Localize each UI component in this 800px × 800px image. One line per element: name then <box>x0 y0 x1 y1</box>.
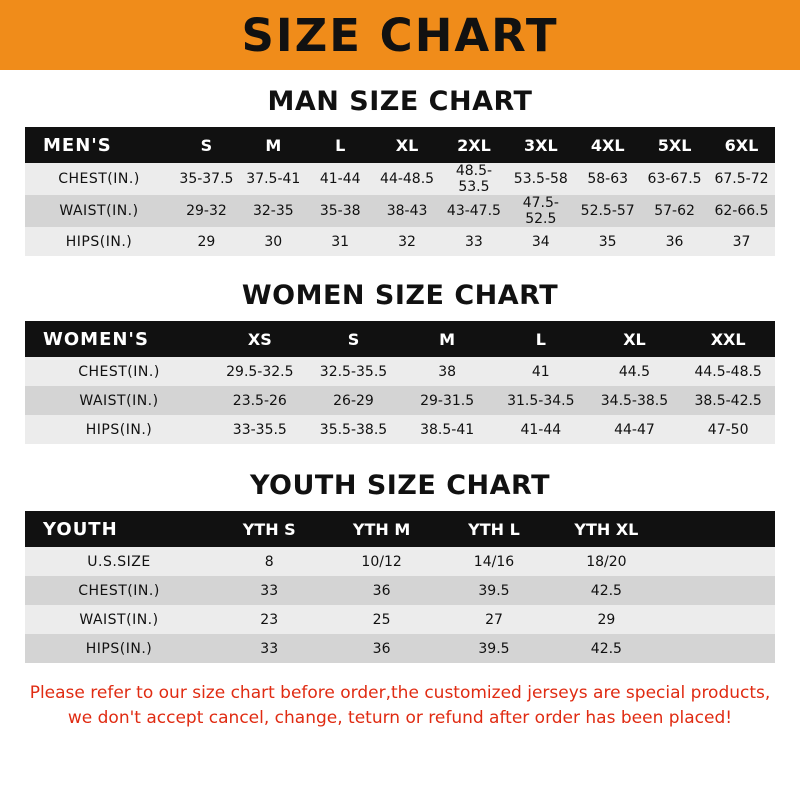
youth-hips-m: 36 <box>372 640 391 657</box>
men-waist-5xl: 57-62 <box>654 203 695 219</box>
table-row <box>25 605 775 634</box>
footer-line-2: we don't accept cancel, change, teturn or refund after order has been placed! <box>67 707 733 728</box>
men-hips-m: 30 <box>264 233 283 250</box>
youth-waist-label: WAIST(IN.) <box>79 611 159 628</box>
women-chest-s: 32.5-35.5 <box>319 363 388 380</box>
men-chest-3xl: 53.5-58 <box>513 171 568 187</box>
men-header-row <box>25 127 775 163</box>
women-hips-l: 41-44 <box>520 421 562 438</box>
youth-hips-xl: 42.5 <box>590 640 622 657</box>
men-hips-s: 29 <box>197 233 216 250</box>
men-waist-label: WAIST(IN.) <box>59 203 139 219</box>
youth-ussize-label: U.S.SIZE <box>87 553 151 570</box>
youth-chest-s: 33 <box>260 582 279 599</box>
men-chest-5xl: 63-67.5 <box>647 171 702 187</box>
youth-chest-label: CHEST(IN.) <box>78 582 160 599</box>
women-hips-xl: 44-47 <box>614 421 655 438</box>
youth-chest-spacer <box>663 576 775 605</box>
youth-ussize-s: 8 <box>264 553 274 570</box>
women-col-l: L <box>535 329 546 349</box>
men-col-2xl: 2XL <box>457 135 491 155</box>
table-row <box>25 576 775 605</box>
men-chest-xl: 44-48.5 <box>380 171 435 187</box>
youth-col-m: YTH M <box>352 519 411 539</box>
youth-waist-spacer <box>663 605 775 634</box>
footer-line-1: Please refer to our size chart before order,the customized jerseys are special products, <box>29 683 771 703</box>
youth-ussize-m: 10/12 <box>361 553 402 570</box>
men-chest-s: 35-37.5 <box>179 171 234 187</box>
women-col-xs: XS <box>247 329 272 349</box>
youth-chest-xl: 42.5 <box>590 582 622 599</box>
youth-waist-s: 23 <box>260 611 279 628</box>
men-hips-5xl: 36 <box>665 233 684 250</box>
youth-hips-spacer <box>663 634 775 663</box>
men-waist-6xl: 62-66.5 <box>714 203 769 219</box>
men-row-label-header: MEN'S <box>43 134 112 156</box>
men-hips-2xl: 33 <box>465 233 483 250</box>
women-waist-s: 26-29 <box>333 392 374 409</box>
women-section <box>25 280 775 444</box>
women-col-xxl: XXL <box>710 329 746 349</box>
youth-hips-l: 39.5 <box>478 640 510 657</box>
men-chest-4xl: 58-63 <box>587 171 629 187</box>
women-chest-m: 38 <box>438 363 457 380</box>
youth-section-title: YOUTH SIZE CHART <box>249 470 551 501</box>
men-waist-xl: 38-43 <box>386 203 428 219</box>
men-col-m: M <box>265 135 282 155</box>
youth-col-s: YTH S <box>242 519 296 539</box>
table-row <box>25 357 775 386</box>
men-chest-label: CHEST(IN.) <box>58 171 140 187</box>
men-hips-xl: 32 <box>398 233 416 250</box>
women-col-s: S <box>347 329 360 349</box>
table-row <box>25 195 775 227</box>
men-hips-4xl: 35 <box>598 233 617 250</box>
men-hips-l: 31 <box>331 233 350 250</box>
youth-chest-m: 36 <box>372 582 391 599</box>
men-chest-2xl: 48.5-53.5 <box>455 163 493 195</box>
women-hips-xs: 33-35.5 <box>232 421 287 438</box>
header-bar <box>0 0 800 70</box>
table-row <box>25 163 775 195</box>
men-chest-m: 37.5-41 <box>246 171 301 187</box>
youth-waist-xl: 29 <box>597 611 616 628</box>
women-waist-label: WAIST(IN.) <box>79 392 159 409</box>
youth-waist-l: 27 <box>485 611 503 628</box>
men-hips-6xl: 37 <box>732 233 751 250</box>
youth-col-xl: YTH XL <box>574 519 639 539</box>
women-hips-label: HIPS(IN.) <box>85 421 153 438</box>
table-row <box>25 547 775 576</box>
men-col-3xl: 3XL <box>523 135 558 155</box>
youth-ussize-spacer <box>663 547 775 576</box>
women-waist-xxl: 38.5-42.5 <box>694 392 762 409</box>
women-hips-xxl: 47-50 <box>707 421 749 438</box>
men-waist-s: 29-32 <box>186 203 227 219</box>
women-col-m: M <box>439 329 456 349</box>
men-size-table <box>25 127 775 256</box>
women-size-table <box>25 321 775 444</box>
youth-chest-l: 39.5 <box>478 582 510 599</box>
women-waist-m: 29-31.5 <box>420 392 475 409</box>
table-row <box>25 634 775 663</box>
men-chest-l: 41-44 <box>319 171 361 187</box>
men-waist-4xl: 52.5-57 <box>580 203 635 219</box>
youth-row-label-header: YOUTH <box>43 518 118 540</box>
women-hips-m: 38.5-41 <box>420 421 475 438</box>
women-chest-label: CHEST(IN.) <box>78 363 160 380</box>
table-row <box>25 386 775 415</box>
youth-ussize-l: 14/16 <box>473 553 515 570</box>
table-row <box>25 415 775 444</box>
youth-header-row <box>25 511 775 547</box>
men-col-5xl: 5XL <box>657 135 692 155</box>
women-col-xl: XL <box>623 329 646 349</box>
men-hips-label: HIPS(IN.) <box>65 233 133 250</box>
women-chest-xxl: 44.5-48.5 <box>694 363 762 380</box>
women-row-label-header: WOMEN'S <box>43 328 149 350</box>
men-waist-2xl: 43-47.5 <box>446 203 501 219</box>
women-header-row <box>25 321 775 357</box>
youth-ussize-xl: 18/20 <box>586 553 627 570</box>
men-waist-m: 32-35 <box>252 203 294 219</box>
men-section <box>25 86 775 256</box>
men-waist-l: 35-38 <box>319 203 361 219</box>
youth-hips-label: HIPS(IN.) <box>85 640 153 657</box>
women-chest-xs: 29.5-32.5 <box>226 363 294 380</box>
men-chest-6xl: 67.5-72 <box>714 171 769 187</box>
men-col-s: S <box>200 135 213 155</box>
women-chest-xl: 44.5 <box>618 363 651 380</box>
women-waist-l: 31.5-34.5 <box>507 392 575 409</box>
youth-section <box>25 470 775 663</box>
youth-waist-m: 25 <box>372 611 391 628</box>
women-chest-l: 41 <box>531 363 550 380</box>
youth-hips-s: 33 <box>260 640 279 657</box>
women-waist-xl: 34.5-38.5 <box>600 392 669 409</box>
men-section-title: MAN SIZE CHART <box>267 86 533 117</box>
youth-size-table <box>25 511 775 663</box>
men-col-6xl: 6XL <box>724 135 759 155</box>
footer-disclaimer <box>0 681 800 730</box>
youth-col-spacer <box>663 511 775 547</box>
women-waist-xs: 23.5-26 <box>232 392 287 409</box>
men-col-4xl: 4XL <box>590 135 625 155</box>
men-waist-3xl: 47.5-52.5 <box>522 195 559 227</box>
page-title: SIZE CHART <box>241 8 559 62</box>
youth-col-l: YTH L <box>468 519 520 539</box>
men-hips-3xl: 34 <box>531 233 550 250</box>
men-col-xl: XL <box>395 135 419 155</box>
women-hips-s: 35.5-38.5 <box>319 421 388 438</box>
table-row <box>25 227 775 256</box>
men-col-l: L <box>335 135 346 155</box>
women-section-title: WOMEN SIZE CHART <box>241 280 559 311</box>
